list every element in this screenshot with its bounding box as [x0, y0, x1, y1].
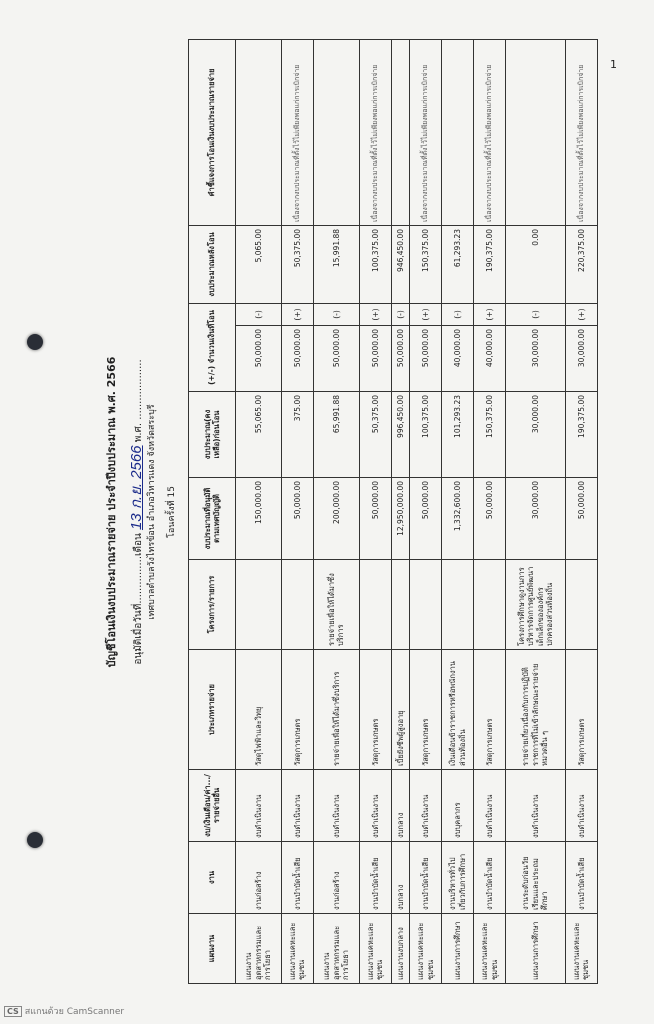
- cell-type: เบี้ยยังชีพผู้สูงอายุ: [391, 650, 409, 770]
- cell-type: รายจ่ายเกี่ยวเนื่องกับการปฏิบัติราชการที่ไม่เข้าลักษณะรายจ่ายหมวดอื่น ๆ: [506, 650, 566, 770]
- cell-approved: 30,000.00: [506, 478, 566, 560]
- table-row: [236, 39, 282, 983]
- cell-budget: งบดำเนินงาน: [281, 770, 313, 842]
- cell-after: 61,293.23: [442, 225, 474, 303]
- cell-work: งานบริหารทั่วไปเกี่ยวกับการศึกษา: [442, 842, 474, 914]
- cell-note: เนื่องจากงบประมาณที่ตั้งไว้ไม่เพียงพอแก่การเบิกจ่าย: [359, 39, 391, 225]
- cell-note: [442, 39, 474, 225]
- table-row: [313, 39, 359, 983]
- cell-budget: งบดำเนินงาน: [474, 770, 506, 842]
- cell-approved: 50,000.00: [281, 478, 313, 560]
- punch-hole: [27, 334, 43, 350]
- cell-project: รายจ่ายเพื่อให้ได้มาซึ่งบริการ: [313, 560, 359, 650]
- cell-approved: 150,000.00: [236, 478, 282, 560]
- cell-note: เนื่องจากงบประมาณที่ตั้งไว้ไม่เพียงพอแก่การเบิกจ่าย: [474, 39, 506, 225]
- cell-budget: งบดำเนินงาน: [313, 770, 359, 842]
- cell-budget: งบดำเนินงาน: [236, 770, 282, 842]
- scanner-watermark: CS สแกนด้วย CamScanner: [4, 1004, 124, 1018]
- cell-type: วัสดุการเกษตร: [359, 650, 391, 770]
- cell-before: 65,991.88: [313, 392, 359, 478]
- cell-after: 150,375.00: [410, 225, 442, 303]
- approval-date-line: อนุมัติเมื่อวันที่...............เดือน 13 ก.ย. 2566 พ.ศ. ...................: [128, 359, 145, 665]
- cell-approved: 12,950,000.00: [391, 478, 409, 560]
- table-body: [236, 39, 598, 983]
- cell-amount: 30,000.00: [506, 326, 566, 392]
- cell-after: 220,375.00: [565, 225, 597, 303]
- cell-work: งานก่อสร้าง: [313, 842, 359, 914]
- organization-name: เทศบาลตำบลวังไทรข้อน อำเภอวิหารแดง จังหวัดสระบุรี: [147, 404, 157, 620]
- cell-plan: แผนงานเคหะและชุมชน: [474, 914, 506, 984]
- cell-approved: 1,332,600.00: [442, 478, 474, 560]
- cell-before: 100,375.00: [410, 392, 442, 478]
- cell-before: 996,450.00: [391, 392, 409, 478]
- cell-work: งานบำบัดน้ำเสีย: [474, 842, 506, 914]
- cell-project: [410, 560, 442, 650]
- cell-project: [391, 560, 409, 650]
- budget-transfer-document: [94, 40, 598, 984]
- cell-before: 150,375.00: [474, 392, 506, 478]
- col-type: ประเภทรายจ่าย: [189, 650, 236, 770]
- cell-project: [565, 560, 597, 650]
- cell-work: งานบำบัดน้ำเสีย: [281, 842, 313, 914]
- cell-work: งานก่อสร้าง: [236, 842, 282, 914]
- cell-after: 190,375.00: [474, 225, 506, 303]
- cell-work: งบกลาง: [391, 842, 409, 914]
- cell-after: 50,375.00: [281, 225, 313, 303]
- cell-before: 375.00: [281, 392, 313, 478]
- cell-note: [391, 39, 409, 225]
- cell-sign: (+): [565, 303, 597, 325]
- cell-after: 100,375.00: [359, 225, 391, 303]
- cell-sign: (-): [506, 303, 566, 325]
- table-header-row: [189, 39, 236, 983]
- page-number: 1: [610, 58, 617, 71]
- cell-budget: งบกลาง: [391, 770, 409, 842]
- cell-sign: (+): [410, 303, 442, 325]
- col-project: โครงการ/รายการ: [189, 560, 236, 650]
- cell-before: 30,000.00: [506, 392, 566, 478]
- cell-type: วัสดุการเกษตร: [565, 650, 597, 770]
- col-amount: (+/-) จำนวนเงินที่โอน: [189, 303, 236, 391]
- cell-approved: 50,000.00: [410, 478, 442, 560]
- cell-type: วัสดุการเกษตร: [410, 650, 442, 770]
- table-row: [281, 39, 313, 983]
- cell-sign: (-): [313, 303, 359, 325]
- cell-after: 15,991.88: [313, 225, 359, 303]
- table-row: [442, 39, 474, 983]
- cell-budget: งบบุคลากร: [442, 770, 474, 842]
- cell-amount: 50,000.00: [410, 326, 442, 392]
- cell-after: 946,450.00: [391, 225, 409, 303]
- cell-project: โครงการศึกษาดูงานการบริหารจัดการศูนย์พัฒนาเด็กเล็กขององค์กรปกครองส่วนท้องถิ่น: [506, 560, 566, 650]
- cell-work: งานระดับก่อนวัยเรียนและประถมศึกษา: [506, 842, 566, 914]
- cell-plan: แผนงานงบกลาง: [391, 914, 409, 984]
- table-row: [391, 39, 409, 983]
- document-header: [94, 40, 186, 984]
- cell-plan: แผนงานเคหะและชุมชน: [565, 914, 597, 984]
- col-work: งาน: [189, 842, 236, 914]
- cell-budget: งบดำเนินงาน: [506, 770, 566, 842]
- cell-approved: 200,000.00: [313, 478, 359, 560]
- cell-sign: (-): [236, 303, 282, 325]
- col-budget: งบ/เงินเดือน/ค่า.../รายจ่ายอื่น: [189, 770, 236, 842]
- cell-sign: (-): [442, 303, 474, 325]
- cell-amount: 50,000.00: [236, 326, 282, 392]
- cell-note: เนื่องจากงบประมาณที่ตั้งไว้ไม่เพียงพอแก่การเบิกจ่าย: [281, 39, 313, 225]
- table-row: [474, 39, 506, 983]
- table-row: [359, 39, 391, 983]
- cell-sign: (+): [281, 303, 313, 325]
- cell-amount: 40,000.00: [442, 326, 474, 392]
- cell-plan: แผนงานเคหะและชุมชน: [410, 914, 442, 984]
- cell-project: [442, 560, 474, 650]
- cell-plan: แผนงานอุตสาหกรรมและการโยธา: [313, 914, 359, 984]
- cell-approved: 50,000.00: [359, 478, 391, 560]
- cell-type: เงินเดือนข้าราชการหรือพนักงานส่วนท้องถิ่น: [442, 650, 474, 770]
- col-approved: งบประมาณที่อนุมัติตามเทศบัญญัติ: [189, 478, 236, 560]
- cell-after: 0.00: [506, 225, 566, 303]
- transfer-round: โอนครั้งที่ 15: [167, 486, 177, 538]
- cell-approved: 50,000.00: [474, 478, 506, 560]
- camscanner-logo-icon: CS: [4, 1006, 22, 1017]
- cell-before: 50,375.00: [359, 392, 391, 478]
- cell-sign: (+): [474, 303, 506, 325]
- cell-note: [506, 39, 566, 225]
- cell-plan: แผนงานการศึกษา: [442, 914, 474, 984]
- table-row: [506, 39, 566, 983]
- cell-note: เนื่องจากงบประมาณที่ตั้งไว้ไม่เพียงพอแก่การเบิกจ่าย: [565, 39, 597, 225]
- cell-amount: 50,000.00: [281, 326, 313, 392]
- cell-amount: 40,000.00: [474, 326, 506, 392]
- cell-approved: 50,000.00: [565, 478, 597, 560]
- cell-budget: งบดำเนินงาน: [410, 770, 442, 842]
- cell-work: งานบำบัดน้ำเสีย: [565, 842, 597, 914]
- cell-plan: แผนงานเคหะและชุมชน: [359, 914, 391, 984]
- cell-note: เนื่องจากงบประมาณที่ตั้งไว้ไม่เพียงพอแก่การเบิกจ่าย: [410, 39, 442, 225]
- col-before: งบประมาณ(คงเหลือ)ก่อนโอน: [189, 392, 236, 478]
- cell-budget: งบดำเนินงาน: [359, 770, 391, 842]
- cell-type: วัสดุไฟฟ้าและวิทยุ: [236, 650, 282, 770]
- cell-project: [281, 560, 313, 650]
- cell-work: งานบำบัดน้ำเสีย: [359, 842, 391, 914]
- cell-project: [236, 560, 282, 650]
- document-title: บัญชีโอนเงินงบประมาณรายจ่าย ประจำปีงบประมาณ พ.ศ. 2566: [105, 356, 118, 668]
- cell-plan: แผนงานอุตสาหกรรมและการโยธา: [236, 914, 282, 984]
- cell-before: 190,375.00: [565, 392, 597, 478]
- cell-amount: 50,000.00: [313, 326, 359, 392]
- col-after: งบประมาณหลังโอน: [189, 225, 236, 303]
- cell-project: [474, 560, 506, 650]
- cell-plan: แผนงานการศึกษา: [506, 914, 566, 984]
- transfer-table: [188, 39, 598, 984]
- cell-type: รายจ่ายเพื่อให้ได้มาซึ่งบริการ: [313, 650, 359, 770]
- cell-amount: 50,000.00: [391, 326, 409, 392]
- cell-before: 55,065.00: [236, 392, 282, 478]
- handwritten-date: 13 ก.ย. 2566: [128, 445, 145, 531]
- cell-before: 101,293.23: [442, 392, 474, 478]
- col-note: คำชี้แจงการโอนเงินงบประมาณรายจ่าย: [189, 39, 236, 225]
- cell-type: วัสดุการเกษตร: [281, 650, 313, 770]
- cell-project: [359, 560, 391, 650]
- cell-sign: (+): [359, 303, 391, 325]
- cell-note: [236, 39, 282, 225]
- cell-work: งานบำบัดน้ำเสีย: [410, 842, 442, 914]
- punch-hole: [27, 832, 43, 848]
- cell-amount: 30,000.00: [565, 326, 597, 392]
- cell-note: [313, 39, 359, 225]
- cell-type: วัสดุการเกษตร: [474, 650, 506, 770]
- table-row: [565, 39, 597, 983]
- cell-sign: (-): [391, 303, 409, 325]
- cell-plan: แผนงานเคหะและชุมชน: [281, 914, 313, 984]
- cell-budget: งบดำเนินงาน: [565, 770, 597, 842]
- table-row: [410, 39, 442, 983]
- cell-amount: 50,000.00: [359, 326, 391, 392]
- col-plan: แผนงาน: [189, 914, 236, 984]
- cell-after: 5,065.00: [236, 225, 282, 303]
